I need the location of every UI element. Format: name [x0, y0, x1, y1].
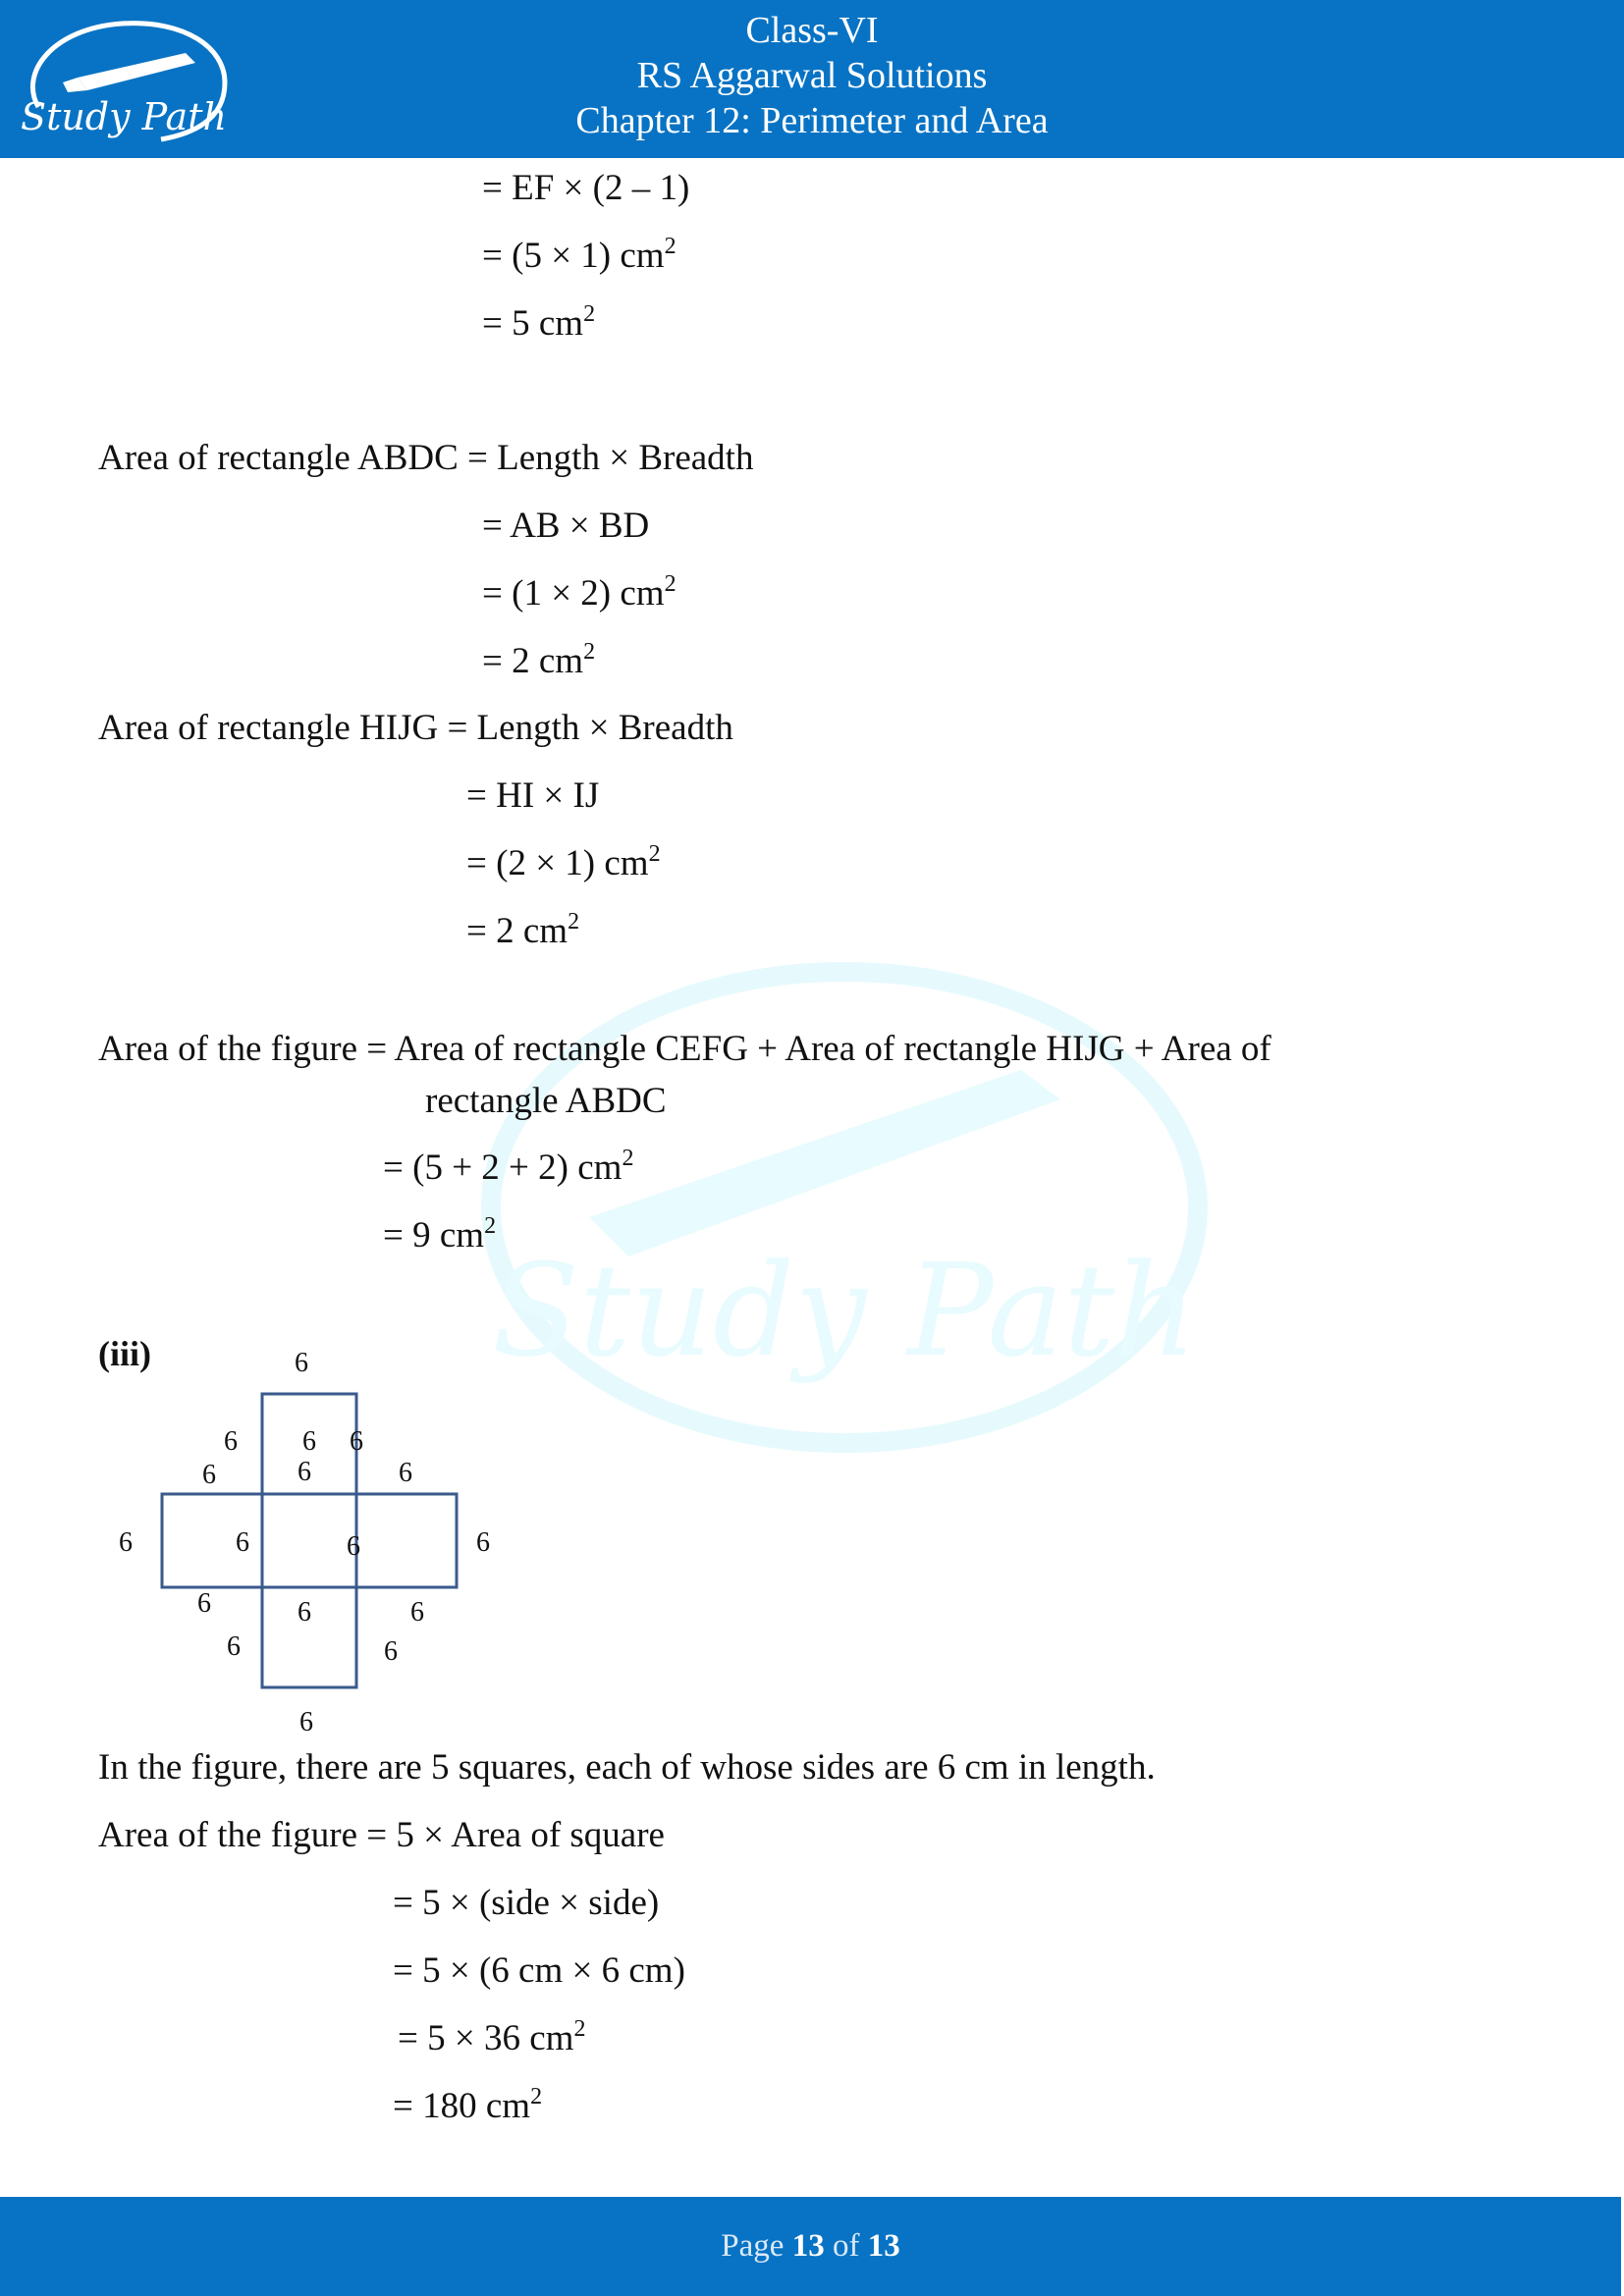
line-area-5x: Area of the figure = 5 × Area of square: [98, 1815, 665, 1855]
side-label-16: 6: [299, 1707, 313, 1737]
side-label-9: 6: [347, 1531, 360, 1562]
line-9cm: = 9 $cm^2$: [383, 1213, 497, 1255]
line-2cm-b: = 2 $cm^2$: [466, 909, 580, 951]
footer-of-word: of: [832, 2228, 860, 2264]
side-label-1: 6: [224, 1426, 238, 1457]
square-center: [262, 1494, 356, 1587]
line-5-2-2: = (5 + 2 + 2) $cm^2$: [383, 1146, 634, 1188]
line-6cm: = 5 × (6 cm × 6 cm): [393, 1950, 685, 1991]
header-chapter: Chapter 12: Perimeter and Area: [575, 100, 1049, 141]
square-right: [356, 1494, 457, 1587]
side-label-8: 6: [236, 1527, 249, 1558]
side-label-4: 6: [399, 1458, 412, 1488]
side-label-11: 6: [197, 1588, 211, 1619]
line-1x2: = (1 × 2) $cm^2$: [482, 571, 677, 614]
line-5cm: = 5 $cm^2$: [482, 301, 596, 344]
side-label-6: 6: [298, 1457, 311, 1487]
side-label-2: 6: [302, 1426, 316, 1457]
page-footer: [0, 2197, 1621, 2296]
cross-figure: [98, 1335, 511, 1747]
line-five-squares: In the figure, there are 5 squares, each of whose sides are 6 cm in length.: [98, 1747, 1156, 1788]
side-label-7: 6: [119, 1527, 133, 1558]
svg-text:Study Path: Study Path: [491, 1236, 1198, 1385]
page-header: [0, 0, 1624, 158]
line-36: = 5 × 36 $cm^2$: [398, 2016, 586, 2058]
footer-page-word: Page: [721, 2228, 785, 2264]
line-ab-bd: = AB × BD: [482, 506, 650, 546]
line-5x1: = (5 × 1) $cm^2$: [482, 234, 677, 276]
side-label-12: 6: [298, 1597, 311, 1628]
line-figure-heading-cont: rectangle ABDC: [425, 1081, 667, 1121]
line-hijg-heading: Area of rectangle HIJG = Length × Breadth: [98, 708, 733, 748]
side-label-0: 6: [295, 1348, 308, 1378]
side-label-3: 6: [350, 1426, 363, 1457]
line-ef: = EF × (2 – 1): [482, 168, 690, 208]
svg-text:Study Path: Study Path: [21, 95, 227, 138]
line-figure-heading: Area of the figure = Area of rectangle CEFG + Area of rectangle HIJG + Area of: [98, 1029, 1272, 1069]
header-class: Class-VI: [745, 10, 879, 51]
line-abdc-heading: Area of rectangle ABDC = Length × Breadth: [98, 438, 754, 478]
line-2x1: = (2 × 1) $cm^2$: [466, 841, 661, 883]
line-side-side: = 5 × (side × side): [393, 1883, 660, 1923]
side-label-10: 6: [476, 1527, 490, 1558]
line-180: = 180 $cm^2$: [393, 2084, 543, 2126]
side-label-15: 6: [384, 1636, 398, 1667]
part-label: (iii): [98, 1334, 151, 1373]
side-label-5: 6: [202, 1460, 216, 1490]
line-hi-ij: = HI × IJ: [466, 775, 600, 816]
header-book: RS Aggarwal Solutions: [636, 55, 988, 96]
side-label-14: 6: [227, 1631, 241, 1662]
side-label-13: 6: [410, 1597, 424, 1628]
footer-page-total: 13: [867, 2228, 900, 2264]
line-2cm-a: = 2 $cm^2$: [482, 639, 596, 681]
footer-page-number: 13: [791, 2228, 825, 2264]
